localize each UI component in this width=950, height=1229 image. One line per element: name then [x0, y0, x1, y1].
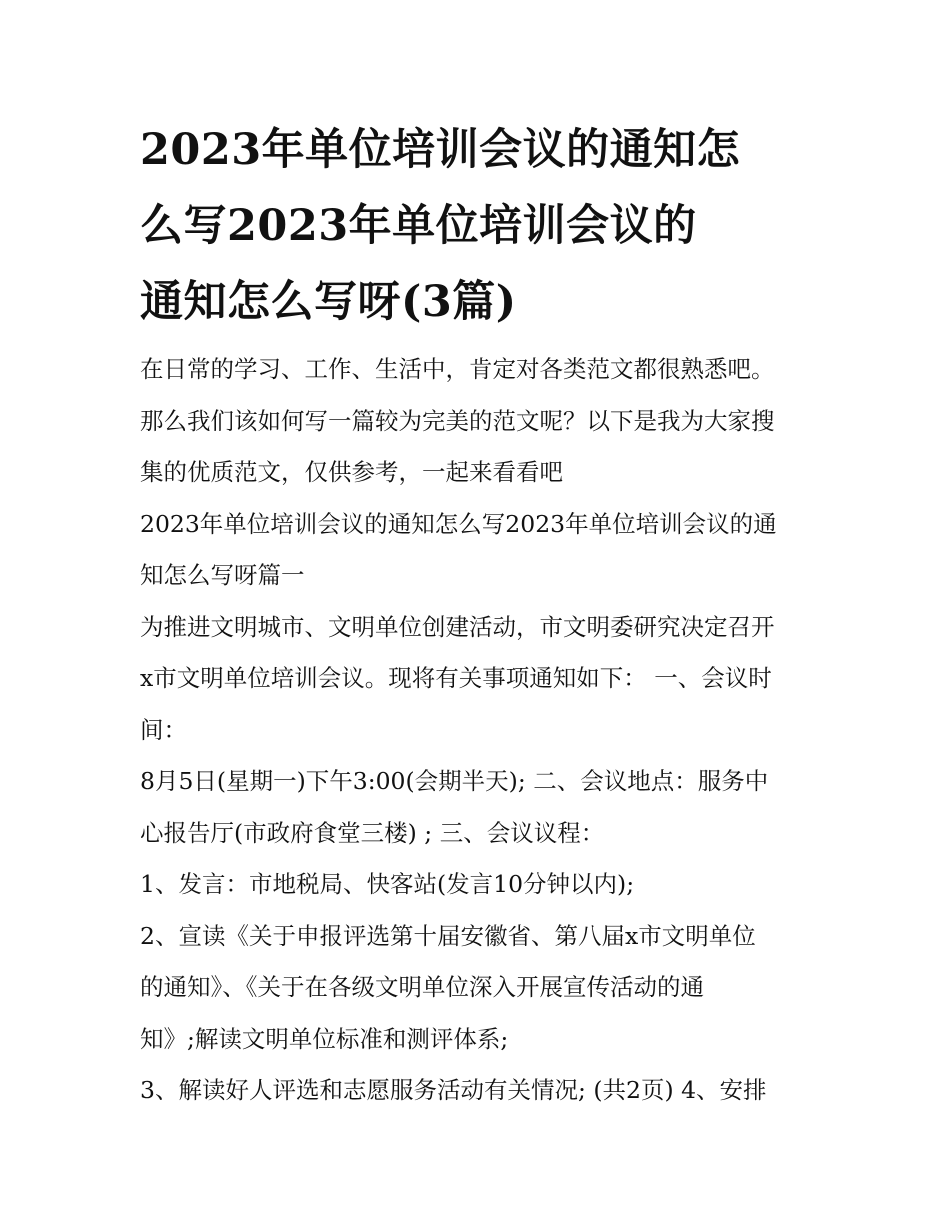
intro-paragraph — [140, 344, 815, 499]
text-line: 知怎么写呀篇一 — [140, 561, 305, 589]
text-line: 2、宣读《关于申报评选第十届安徽省、第八届x市文明单位 — [140, 921, 756, 950]
text-line: 心报告厅(市政府食堂三楼) ; 三、会议议程： — [140, 818, 605, 847]
text-line: 知》;解读文明单位标准和测评体系; — [140, 1024, 509, 1053]
title-line: 么写2023年单位培训会议的 — [140, 201, 697, 251]
text-line: 在日常的学习、工作、生活中，肯定对各类范文都很熟悉吧。 — [140, 355, 775, 383]
text-line: 2023年单位培训会议的通知怎么写2023年单位培训会议的通 — [140, 509, 777, 538]
text-line: 为推进文明城市、文明单位创建活动，市文明委研究决定召开 — [140, 612, 775, 641]
text-line: 3、解读好人评选和志愿服务活动有关情况; (共2页) 4、安排 — [140, 1076, 767, 1104]
text-line: 间： — [140, 715, 187, 744]
text-line: x市文明单位培训会议。现将有关事项通知如下： 一、会议时 — [140, 664, 772, 692]
document-title — [140, 112, 815, 340]
body-paragraph — [140, 602, 815, 757]
text-line: 8月5日(星期一)下午3:00(会期半天); 二、会议地点：服务中 — [140, 767, 769, 795]
text-line: 集的优质范文，仅供参考，一起来看看吧 — [140, 458, 563, 486]
text-line: 的通知》、《关于在各级文明单位深入开展宣传活动的通 — [140, 973, 704, 1001]
title-line: 2023年单位培训会议的通知怎 — [140, 125, 741, 175]
document-content — [140, 112, 815, 1117]
text-line: 那么我们该如何写一篇较为完美的范文呢？以下是我为大家搜 — [140, 406, 775, 435]
body-paragraph — [140, 756, 815, 859]
section-heading — [140, 499, 815, 602]
title-line: 通知怎么写呀(3篇) — [140, 277, 517, 327]
agenda-item — [140, 911, 815, 1066]
agenda-item — [140, 1065, 815, 1117]
agenda-item — [140, 859, 815, 911]
text-line: 1、发言：市地税局、快客站(发言10分钟以内); — [140, 870, 635, 898]
